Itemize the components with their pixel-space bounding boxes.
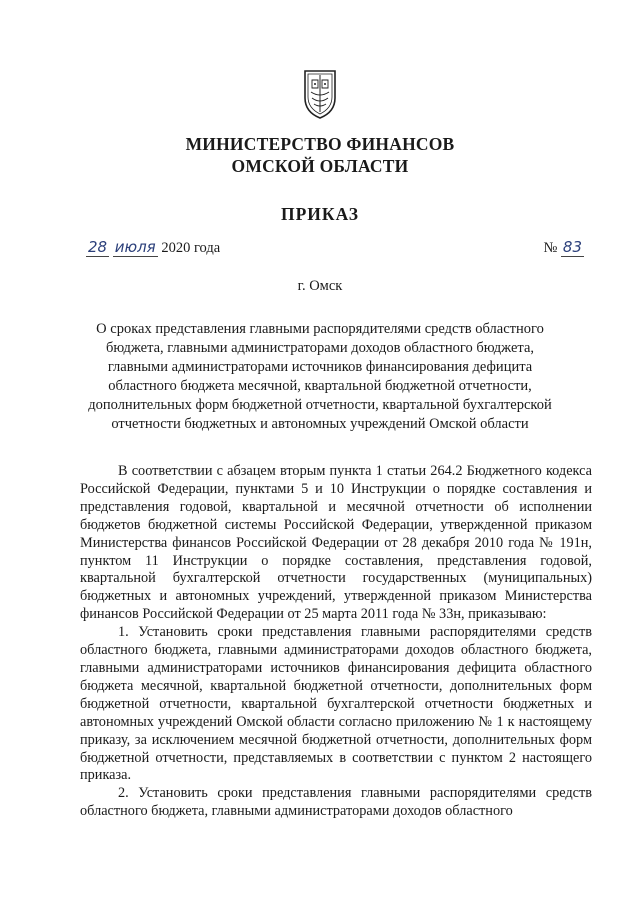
emblem (302, 68, 338, 120)
ministry-line-2: ОМСКОЙ ОБЛАСТИ (231, 156, 409, 176)
ministry-name (0, 133, 640, 177)
subject-line: отчетности бюджетных и автономных учреждений Омской области (111, 416, 529, 432)
omsk-coat-of-arms-icon (302, 68, 338, 120)
order-date (86, 238, 220, 257)
order-city: г. Омск (297, 278, 343, 294)
body-paragraph-item-1: 1. Установить сроки представления главными распорядителями средств областного бюджета, главными администраторами доходов областного бюджета, главными администраторами источников финансирования дефицита областного бюджета месячной, квартальной бюджетной отчетности, дополнительных форм бюджетной отчетности, квартальной бухгалтерской отчетности бюджетных и автономных учреждений Омской области согласно приложению № 1 к настоящему приказу, за исключением месячной бюджетной отчетности, дополнительных форм бюджетной отчетности, представляемых в соответствии с пунктом 2 настоящего приказа. (80, 624, 592, 784)
subject-line: бюджета, главными администраторами доходов областного бюджета, (105, 340, 535, 356)
subject-line: дополнительных форм бюджетной отчетности, квартальной бухгалтерской (88, 397, 552, 413)
body-paragraph-preamble: В соответствии с абзацем вторым пункта 1 статьи 264.2 Бюджетного кодекса Российской Федерации, пунктами 5 и 10 Инструкции о порядке составления и представления годовой, квартальной и месячной отчетности об исполнении бюджетов бюджетной системы Российской Федерации, утвержденной приказом Министерства финансов Российской Федерации от 28 декабря 2010 года № 191н, пунктом 11 Инструкции о порядке составления, представления годовой, квартальной бухгалтерской отчетности государственных (муниципальных) бюджетных и автономных учреждений, утвержденной приказом Министерства финансов Российской Федерации от 25 марта 2011 года № 33н, приказываю: (80, 463, 592, 623)
order-number (543, 238, 584, 257)
order-subject (60, 320, 580, 434)
number-value: 83 (562, 238, 582, 256)
date-day: 28 (88, 238, 108, 256)
body-paragraph-item-2: 2. Установить сроки представления главными распорядителями средств областного бюджета, главными администраторами доходов областного (80, 785, 592, 820)
date-year: 2020 года (161, 240, 221, 256)
order-title: ПРИКАЗ (280, 204, 360, 224)
number-prefix: № (543, 240, 558, 256)
date-month: июля (114, 238, 156, 256)
order-body (80, 463, 592, 821)
subject-line: главными администраторами источников финансирования дефицита (107, 359, 533, 375)
subject-line: областного бюджета месячной, квартальной бюджетной отчетности, (108, 378, 532, 394)
subject-line: О сроках представления главными распорядителями средств областного (96, 321, 544, 337)
ministry-line-1: МИНИСТЕРСТВО ФИНАНСОВ (185, 134, 455, 154)
